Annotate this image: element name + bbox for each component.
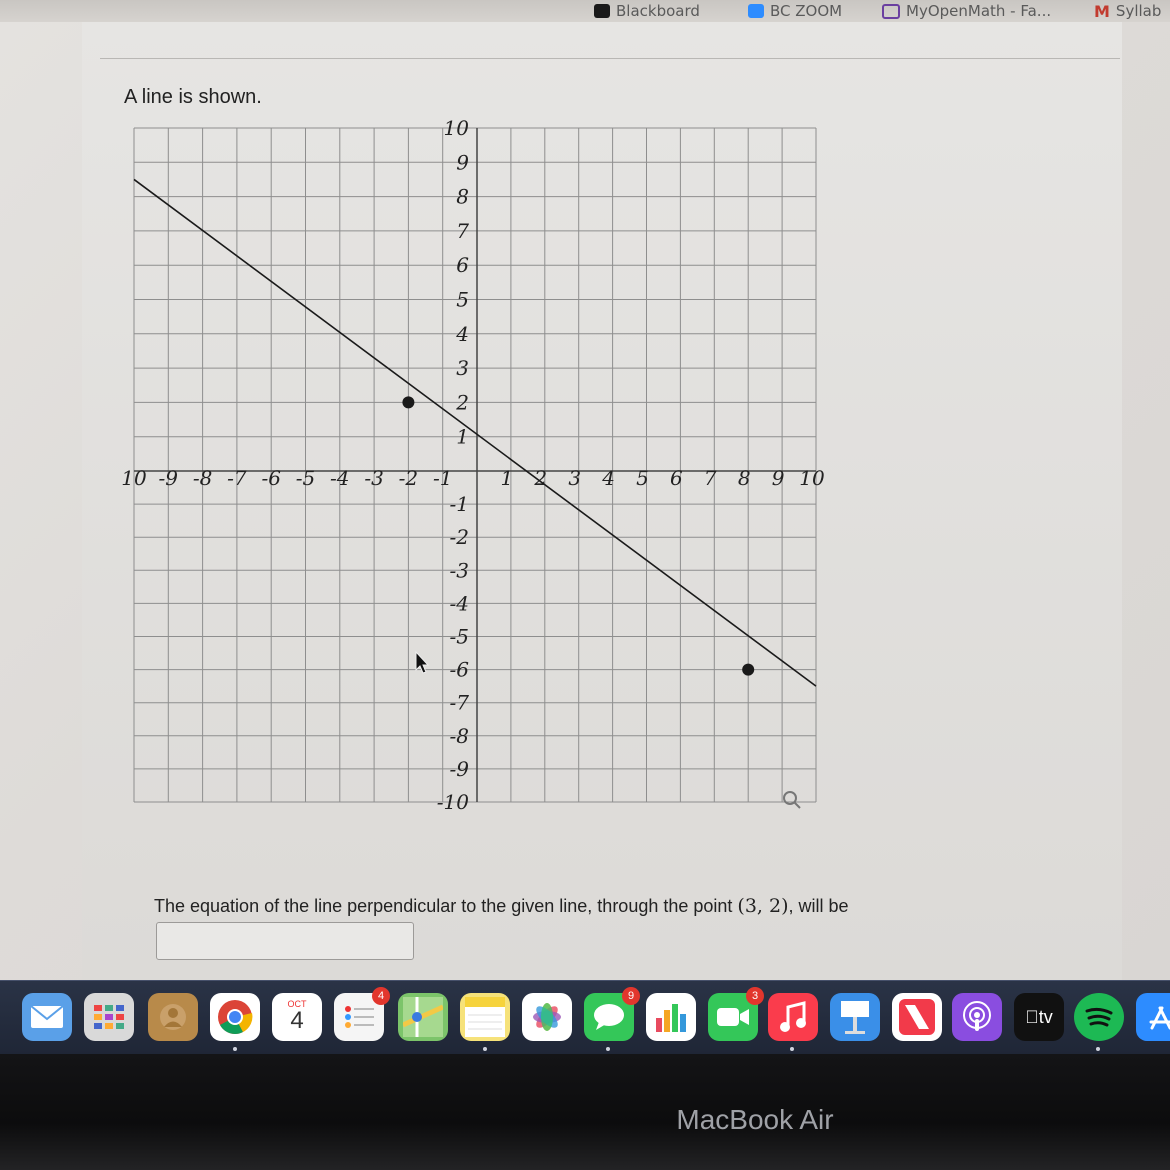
x-tick-label: -7 [227,466,247,490]
x-tick-label: 5 [636,466,649,490]
y-tick-label: 9 [456,150,469,175]
x-tick-label: -5 [295,466,316,490]
bookmark-label: MyOpenMath - Fa... [906,2,1052,20]
y-tick-label: -4 [449,591,469,616]
chrome-icon[interactable] [210,993,260,1041]
magnifier-icon[interactable] [784,792,800,808]
news-icon[interactable] [892,993,942,1041]
bookmark-blackboard[interactable] [594,0,700,22]
bookmark-label: BC ZOOM [770,2,843,20]
line-point [402,396,414,408]
answer-input[interactable] [156,922,414,960]
maps-icon[interactable] [398,993,448,1041]
bookmark-syllabus[interactable] [1094,0,1161,22]
y-tick-label: -3 [449,558,469,583]
contacts-icon[interactable] [148,993,198,1041]
notification-badge: 3 [746,987,764,1005]
gmail-icon: M [1094,1,1110,21]
y-tick-label: 10 [443,116,469,140]
question-body: The equation of the line perpendicular to the given line, through the point [154,896,738,916]
calendar-day: 4 [290,1007,304,1034]
calendar-month: OCT [287,999,307,1009]
graph-series [134,179,816,686]
music-icon[interactable] [768,993,818,1041]
x-tick-label: -9 [158,466,179,490]
y-tick-label: -10 [436,790,469,814]
launchpad-icon[interactable] [84,993,134,1041]
bookmark-zoom[interactable] [748,0,842,22]
y-tick-label: 6 [456,253,469,278]
x-tick-label: -4 [330,466,350,490]
messages-icon[interactable] [584,990,635,1041]
y-tick-label: 7 [456,218,469,243]
coordinate-graph [0,22,1170,980]
bookmarks-bar [0,0,1170,23]
running-indicator [233,1047,237,1051]
y-tick-label: -6 [449,657,469,682]
x-tick-label: 8 [737,466,751,490]
zoom-icon [748,4,764,18]
y-tick-label: -5 [449,624,469,649]
bookmark-label: Blackboard [616,2,700,20]
keynote-icon[interactable] [830,993,880,1041]
graph-grid [134,128,816,802]
calendar-icon[interactable] [272,993,322,1041]
spotify-icon[interactable] [1074,993,1124,1041]
bookmark-label: Syllab [1115,2,1162,20]
x-tick-label: 2 [534,466,548,490]
photos-icon[interactable] [522,993,572,1041]
appstore-icon[interactable] [1136,993,1170,1041]
x-tick-label: -3 [364,466,384,490]
y-tick-label: 2 [456,390,469,415]
y-tick-label: -1 [449,492,469,517]
graph-tick-labels [121,116,825,814]
x-tick-label: 1 [500,466,514,490]
x-tick-label: -6 [261,466,281,490]
running-indicator [606,1047,610,1051]
laptop-brand: MacBook Air [676,1104,834,1135]
x-tick-label: 10 [121,466,147,490]
myopenmath-icon [882,4,900,19]
x-tick-label: -1 [432,466,453,490]
question-text [154,895,849,917]
y-tick-label: -9 [449,756,469,781]
x-tick-label: 9 [771,466,785,490]
y-tick-label: 8 [456,184,469,209]
y-tick-label: 3 [456,356,469,381]
bookmark-myopenmath[interactable] [882,0,1051,22]
question-tail: , will be [788,896,849,916]
x-tick-label: 4 [602,466,615,490]
blackboard-icon [594,4,610,18]
notes-icon[interactable] [460,993,510,1041]
podcasts-icon[interactable] [952,993,1002,1041]
y-tick-label: 5 [456,287,469,312]
reminders-icon[interactable] [334,990,385,1041]
y-tick-label: -8 [449,723,469,748]
x-tick-label: 7 [703,466,717,490]
numbers-icon[interactable] [646,993,696,1041]
y-tick-label: -2 [449,525,469,550]
running-indicator [483,1047,487,1051]
x-tick-label: -8 [192,466,213,490]
appletv-label: tv [1031,1006,1046,1027]
x-tick-label: 10 [799,466,825,490]
mail-icon[interactable] [22,993,72,1041]
line-point [742,664,754,676]
appletv-icon[interactable] [1014,993,1064,1041]
notification-badge: 4 [372,987,390,1005]
x-tick-label: -2 [398,466,419,490]
running-indicator [790,1047,794,1051]
y-tick-label: 1 [456,424,469,449]
problem-prompt: A line is shown. [124,86,262,108]
y-tick-label: 4 [456,321,469,346]
x-tick-label: 3 [568,466,582,490]
question-point: (3, 2) [737,895,789,917]
graph-axes [134,128,816,802]
dock [0,980,1170,1055]
y-tick-label: -7 [449,690,469,715]
page [0,22,1170,980]
notification-badge: 9 [622,987,640,1005]
facetime-icon[interactable] [708,990,759,1041]
x-tick-label: 6 [670,466,683,490]
running-indicator [1096,1047,1100,1051]
given-line [134,179,816,686]
